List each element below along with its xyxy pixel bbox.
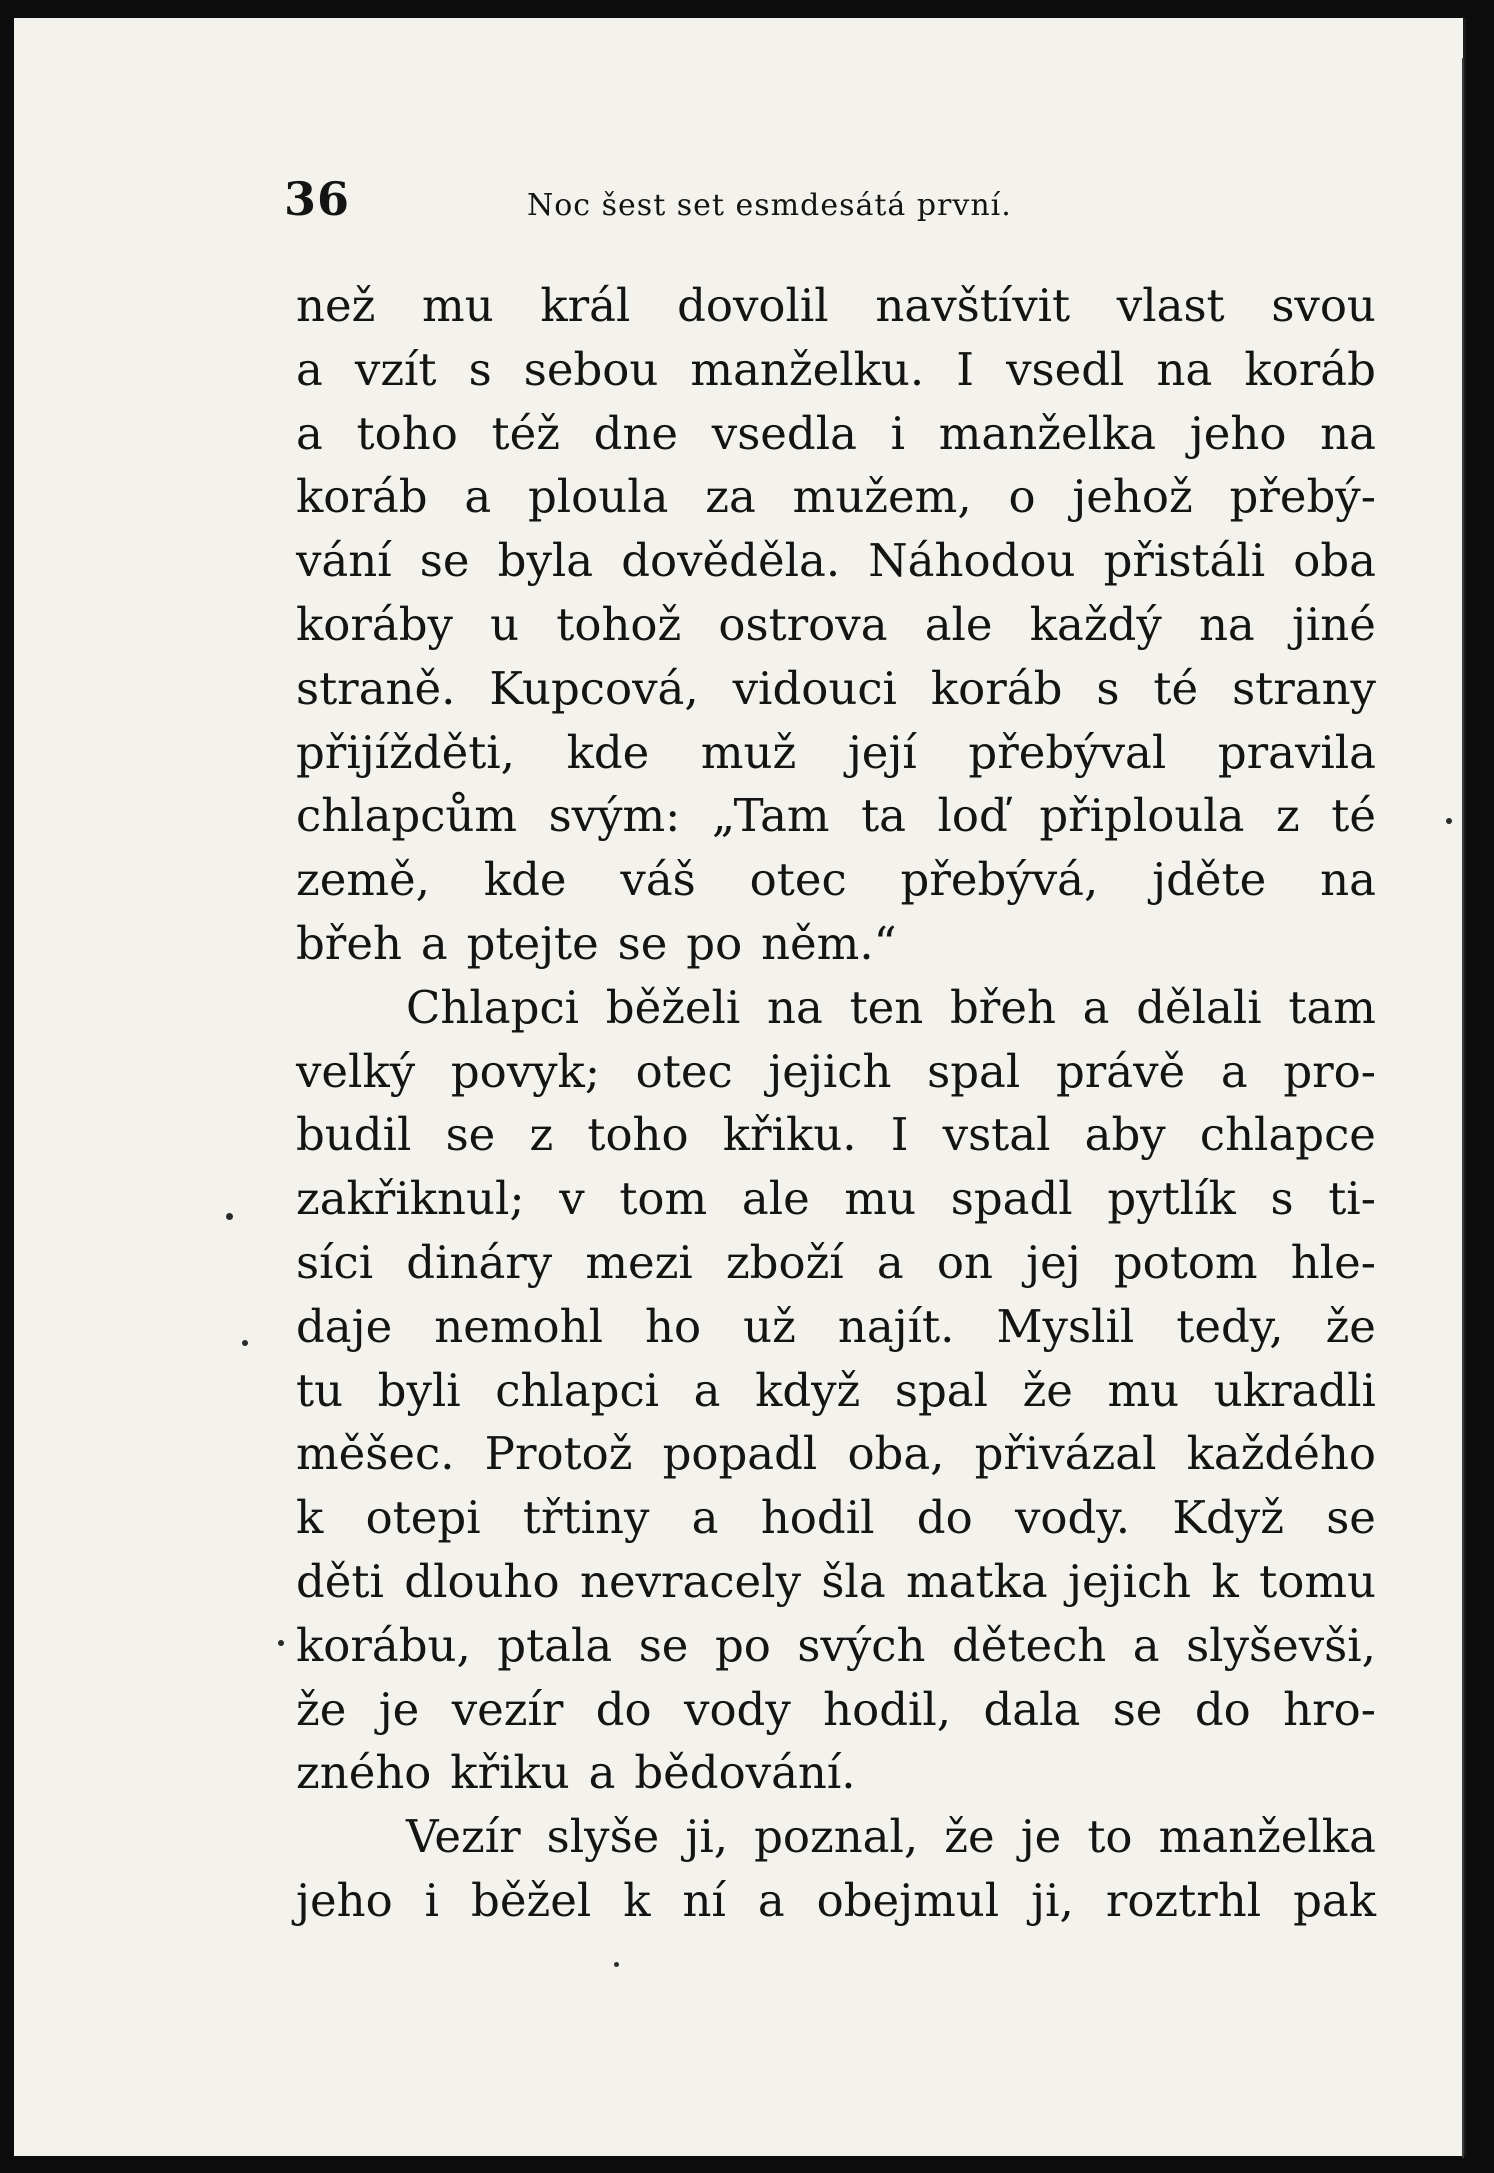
word: že [944, 1810, 995, 1864]
word: ukradli [1213, 1363, 1376, 1417]
word: na [1198, 597, 1255, 651]
word: když [755, 1363, 861, 1417]
word: třtiny [522, 1491, 650, 1545]
word: že [1325, 1299, 1376, 1353]
word: a [691, 1491, 719, 1545]
word: dala [983, 1682, 1081, 1736]
word: vzít [354, 342, 437, 396]
word: dovolil [677, 279, 829, 332]
page-header [272, 168, 1172, 238]
word: s [468, 342, 492, 396]
word: chlapce [1199, 1108, 1376, 1162]
word: že [1022, 1363, 1073, 1417]
text-line [296, 976, 1376, 1040]
word: popadl [662, 1427, 818, 1481]
word: a [1132, 1618, 1160, 1672]
text-line [296, 1550, 1376, 1614]
word: nevracely [579, 1554, 801, 1608]
word: zakřiknul; [296, 1172, 525, 1226]
word: hro- [1283, 1682, 1376, 1736]
word: tu [296, 1363, 344, 1417]
text-line [296, 1678, 1376, 1742]
text-line [296, 338, 1376, 402]
page-edge-line [1462, 58, 1464, 2158]
word: je [378, 1682, 420, 1736]
print-speck [278, 1640, 284, 1646]
word: pro- [1283, 1044, 1376, 1098]
word: král [540, 279, 631, 332]
word: právě [1055, 1044, 1186, 1098]
body-text [296, 274, 1376, 1933]
word: ptejte [466, 916, 599, 970]
word: i [424, 1873, 440, 1927]
word: křiku. [722, 1108, 857, 1162]
word: kde [566, 725, 650, 779]
word: to [1087, 1810, 1133, 1864]
word: ta [861, 789, 907, 843]
word: přebýval [968, 725, 1167, 779]
word: otec [749, 853, 847, 907]
word: vlast [1116, 279, 1225, 332]
text-line [296, 1422, 1376, 1486]
text-line [296, 1359, 1376, 1423]
word: a [757, 1873, 785, 1927]
word: z [1276, 789, 1300, 843]
word: a [1220, 1044, 1248, 1098]
word: Chlapci [406, 980, 580, 1034]
text-line [296, 848, 1376, 912]
word: mužem, [792, 470, 972, 524]
word: vsedla [711, 406, 857, 460]
word: pak [1293, 1873, 1376, 1927]
word: k [623, 1873, 651, 1927]
text-line [296, 529, 1376, 593]
word: Kupcová, [489, 661, 699, 715]
word: I [956, 342, 975, 396]
word: břeh [296, 916, 402, 970]
text-line [296, 593, 1376, 657]
word: něm.“ [761, 916, 897, 970]
word: svých [797, 1618, 926, 1672]
word: přijížděti, [296, 725, 515, 779]
word: u [490, 597, 520, 651]
word: vezír [451, 1682, 564, 1736]
word: jej [1026, 1235, 1081, 1289]
word: váš [620, 853, 696, 907]
text-line [296, 784, 1376, 848]
word: Náhodou [868, 534, 1076, 588]
text-line [296, 1741, 1376, 1805]
word: se [419, 534, 470, 588]
word: toho [356, 406, 458, 460]
text-line [296, 402, 1376, 466]
word: spal [894, 1363, 988, 1417]
word: jejich [1068, 1554, 1192, 1608]
word: přebý- [1229, 470, 1376, 524]
word: toho [587, 1108, 689, 1162]
word: běžel [471, 1873, 592, 1927]
word: každého [1186, 1427, 1376, 1481]
word: se [638, 1618, 689, 1672]
word: té [1331, 789, 1376, 843]
word: I [890, 1108, 909, 1162]
word: Myslil [996, 1299, 1135, 1353]
word: dělali [1136, 980, 1262, 1034]
word: Když [1172, 1491, 1284, 1545]
word: k [1211, 1554, 1239, 1608]
word: svým: [548, 789, 681, 843]
word: koráby [296, 597, 453, 651]
word: daje [296, 1299, 393, 1353]
word: na [1320, 406, 1376, 460]
word: za [705, 470, 756, 524]
text-line [296, 1231, 1376, 1295]
word: šla [821, 1554, 886, 1608]
word: matka [906, 1554, 1048, 1608]
word: chlapci [495, 1363, 660, 1417]
text-line [296, 657, 1376, 721]
word: hodil [760, 1491, 875, 1545]
word: dětech [951, 1618, 1107, 1672]
word: do [1194, 1682, 1251, 1736]
word: slyše [546, 1810, 660, 1864]
word: Protož [484, 1427, 633, 1481]
word: je [1020, 1810, 1062, 1864]
word: otec [635, 1044, 733, 1098]
word: oba [1293, 534, 1376, 588]
word: loď [937, 789, 1008, 843]
page-number: 36 [284, 172, 351, 226]
word: svou [1271, 279, 1376, 332]
word: země, [296, 853, 430, 907]
word: ale [741, 1172, 810, 1226]
word: do [595, 1682, 652, 1736]
word: po [686, 916, 743, 970]
word: a [420, 916, 448, 970]
word: spal [927, 1044, 1021, 1098]
word: vody [684, 1682, 791, 1736]
word: hle- [1290, 1235, 1376, 1289]
word: tedy, [1176, 1299, 1284, 1353]
word: přivázal [974, 1427, 1157, 1481]
word: ale [924, 597, 993, 651]
word: pravila [1217, 725, 1376, 779]
text-line [296, 1805, 1376, 1869]
word: tomu [1259, 1554, 1376, 1608]
word: s [1270, 1172, 1294, 1226]
word: se [617, 916, 668, 970]
print-speck [226, 1213, 233, 1220]
word: přebývá, [900, 853, 1099, 907]
word: aby [1084, 1108, 1166, 1162]
word: a [296, 342, 323, 396]
word: budil [296, 1108, 412, 1162]
word: bědování. [634, 1746, 856, 1800]
word: roztrhl [1105, 1873, 1262, 1927]
text-line [296, 1486, 1376, 1550]
word: poznal, [754, 1810, 919, 1864]
word: jeho [296, 1873, 393, 1927]
word: ti- [1328, 1172, 1376, 1226]
word: z [529, 1108, 554, 1162]
word: do [916, 1491, 973, 1545]
word: ho [645, 1299, 702, 1353]
word: děti [296, 1554, 384, 1608]
word: a [876, 1235, 904, 1289]
word: té [1153, 661, 1199, 715]
text-line [296, 1103, 1376, 1167]
word: ploula [527, 470, 669, 524]
text-line [296, 1040, 1376, 1104]
word: koráb [296, 470, 428, 524]
text-line [296, 912, 1376, 976]
word: mu [1107, 1363, 1180, 1417]
word: i [890, 406, 906, 460]
word: potom [1113, 1235, 1258, 1289]
word: zboží [725, 1235, 844, 1289]
word: a [1082, 980, 1110, 1034]
word: tom [619, 1172, 708, 1226]
word: korábu, [296, 1618, 471, 1672]
book-page [14, 18, 1466, 2156]
word: tohož [556, 597, 682, 651]
word: též [491, 406, 560, 460]
word: dlouho [404, 1554, 560, 1608]
word: manželka [938, 406, 1157, 460]
word: dne [593, 406, 679, 460]
text-line [296, 465, 1376, 529]
word: jehož [1072, 470, 1193, 524]
word: slyševši, [1186, 1618, 1376, 1672]
text-line [296, 1614, 1376, 1678]
word: a [588, 1746, 616, 1800]
word: povyk; [450, 1044, 600, 1098]
word: obejmul [816, 1873, 1000, 1927]
word: muž [700, 725, 797, 779]
word: s [1096, 661, 1120, 715]
word: Vezír [406, 1810, 521, 1864]
word: než [296, 279, 376, 332]
word: on [936, 1235, 993, 1289]
word: jiné [1291, 597, 1376, 651]
word: na [767, 980, 823, 1034]
word: na [1156, 342, 1213, 396]
word: navštívit [875, 279, 1071, 332]
word: přistáli [1103, 534, 1266, 588]
word: manželka [1158, 1810, 1376, 1864]
word: vody. [1014, 1491, 1131, 1545]
word: „Tam [711, 789, 830, 843]
word: ji, [1031, 1873, 1074, 1927]
word: spadl [950, 1172, 1073, 1226]
word: se [445, 1108, 496, 1162]
text-line [296, 1295, 1376, 1359]
word: a [693, 1363, 721, 1417]
word: jejich [768, 1044, 892, 1098]
word: sebou [523, 342, 659, 396]
word: a [296, 406, 323, 460]
word: pytlík [1107, 1172, 1236, 1226]
word: strany [1232, 661, 1376, 715]
word: na [1320, 853, 1376, 907]
word: kde [483, 853, 567, 907]
word: mu [844, 1172, 917, 1226]
word: její [847, 725, 917, 779]
word: se [1326, 1491, 1376, 1545]
word: síci [296, 1235, 374, 1289]
text-line [296, 274, 1376, 338]
word: a [464, 470, 492, 524]
word: každý [1029, 597, 1162, 651]
word: straně. [296, 661, 456, 715]
word: o [1008, 470, 1036, 524]
word: ostrova [718, 597, 888, 651]
word: vání [296, 534, 392, 588]
word: mezi [585, 1235, 693, 1289]
word: vidouci [732, 661, 897, 715]
word: tam [1288, 980, 1376, 1034]
word: v [559, 1172, 585, 1226]
word: ní [682, 1873, 726, 1927]
word: chlapcům [296, 789, 518, 843]
word: mu [422, 279, 494, 332]
word: vsedl [1006, 342, 1125, 396]
text-line [296, 721, 1376, 785]
word: po [714, 1618, 771, 1672]
word: najít. [837, 1299, 955, 1353]
word: vstal [942, 1108, 1051, 1162]
word: otepi [365, 1491, 481, 1545]
word: břeh [950, 980, 1056, 1034]
word: oba, [847, 1427, 945, 1481]
word: nemohl [434, 1299, 603, 1353]
word: běželi [605, 980, 741, 1034]
word: se [1112, 1682, 1163, 1736]
text-line [296, 1869, 1376, 1933]
word: byla [497, 534, 594, 588]
word: manželku. [690, 342, 925, 396]
word: ji, [685, 1810, 729, 1864]
print-speck [242, 1340, 248, 1346]
print-speck [614, 1962, 619, 1967]
word: dověděla. [621, 534, 841, 588]
word: koráb [930, 661, 1063, 715]
word: jeho [1189, 406, 1287, 460]
word: zného [296, 1746, 432, 1800]
word: měšec. [296, 1427, 455, 1481]
print-speck [1446, 818, 1452, 824]
text-line [296, 1167, 1376, 1231]
word: už [743, 1299, 796, 1353]
word: křiku [450, 1746, 570, 1800]
word: byli [377, 1363, 461, 1417]
word: připloula [1039, 789, 1245, 843]
word: že [296, 1682, 347, 1736]
word: k [296, 1491, 324, 1545]
word: koráb [1244, 342, 1376, 396]
word: dináry [406, 1235, 553, 1289]
word: velký [296, 1044, 416, 1098]
word: hodil, [823, 1682, 952, 1736]
word: ten [849, 980, 924, 1034]
word: jděte [1152, 853, 1267, 907]
word: ptala [497, 1618, 613, 1672]
running-title: Noc šest set esmdesátá první. [527, 188, 1012, 223]
